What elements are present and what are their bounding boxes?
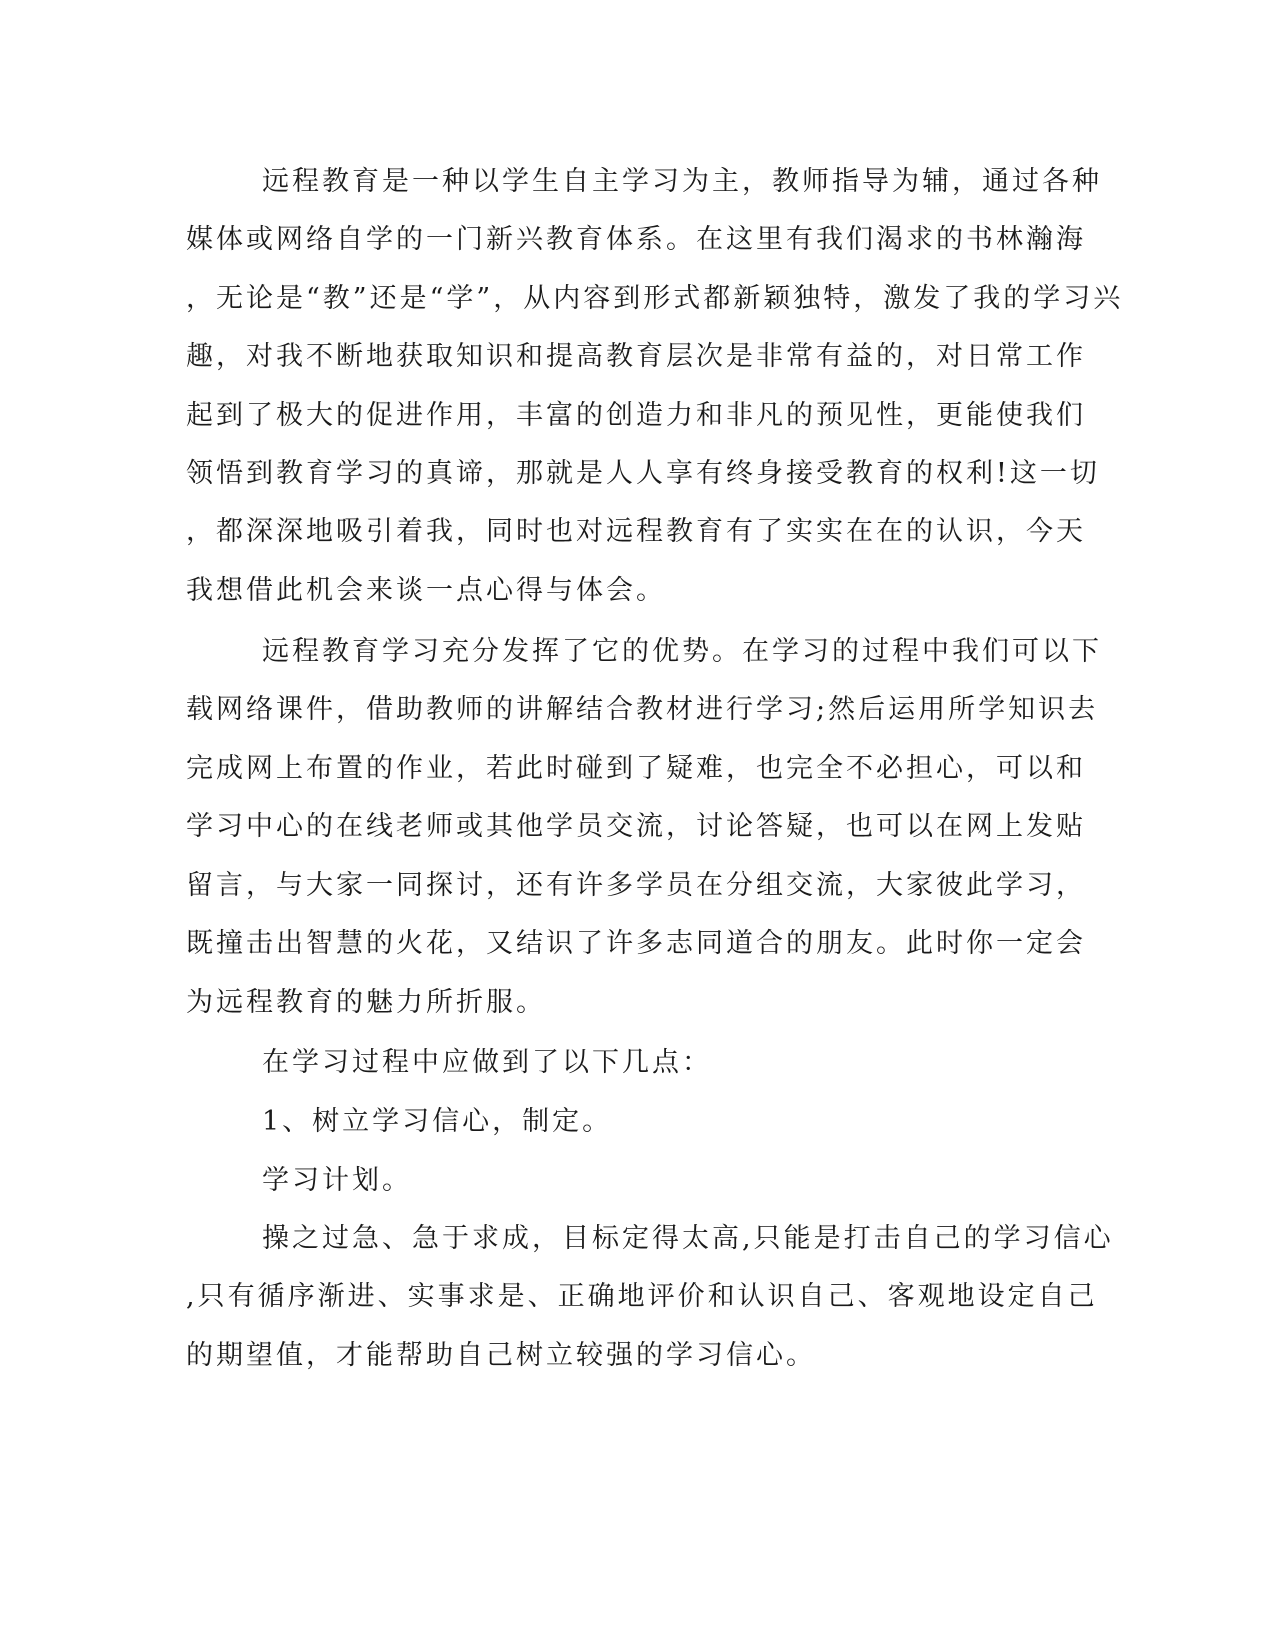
paragraph-3-line-1: 在学习过程中应做到了以下几点：: [262, 1047, 712, 1078]
paragraph-1-line-2: 媒体或网络自学的一门新兴教育体系。在这里有我们渴求的书林瀚海: [186, 224, 1086, 255]
paragraph-1-line-5: 起到了极大的促进作用，丰富的创造力和非凡的预见性，更能使我们: [186, 400, 1086, 431]
paragraph-2-line-3: 完成网上布置的作业，若此时碰到了疑难，也完全不必担心，可以和: [186, 753, 1086, 784]
paragraph-5-line-1: 操之过急、急于求成，目标定得太高,只能是打击自己的学习信心: [262, 1223, 1114, 1254]
paragraph-2-line-1: 远程教育学习充分发挥了它的优势。在学习的过程中我们可以下: [262, 636, 1102, 667]
paragraph-1-line-4: 趣，对我不断地获取知识和提高教育层次是非常有益的，对日常工作: [186, 341, 1086, 372]
paragraph-2-line-2: 载网络课件，借助教师的讲解结合教材进行学习;然后运用所学知识去: [186, 694, 1099, 725]
paragraph-1-line-3: ，无论是“教”还是“学”，从内容到形式都新颖独特，激发了我的学习兴: [186, 283, 1124, 314]
paragraph-2-line-7: 为远程教育的魅力所折服。: [186, 987, 546, 1018]
paragraph-5-line-2: ,只有循序渐进、实事求是、正确地评价和认识自己、客观地设定自己: [186, 1281, 1098, 1312]
paragraph-1-line-6: 领悟到教育学习的真谛，那就是人人享有终身接受教育的权利!这一切: [186, 458, 1100, 489]
paragraph-2-line-5: 留言，与大家一同探讨，还有许多学员在分组交流，大家彼此学习，: [186, 870, 1086, 901]
paragraph-4-line-1: 学习计划。: [262, 1165, 412, 1196]
paragraph-1-line-8: 我想借此机会来谈一点心得与体会。: [186, 575, 666, 606]
list-item-1: 1、树立学习信心，制定。: [262, 1106, 613, 1137]
paragraph-2-line-6: 既撞击出智慧的火花，又结识了许多志同道合的朋友。此时你一定会: [186, 928, 1086, 959]
paragraph-1-line-7: ，都深深地吸引着我，同时也对远程教育有了实实在在的认识，今天: [186, 516, 1086, 547]
paragraph-2-line-4: 学习中心的在线老师或其他学员交流，讨论答疑，也可以在网上发贴: [186, 811, 1086, 842]
paragraph-5-line-3: 的期望值，才能帮助自己树立较强的学习信心。: [186, 1340, 816, 1371]
paragraph-1-line-1: 远程教育是一种以学生自主学习为主，教师指导为辅，通过各种: [262, 166, 1102, 197]
